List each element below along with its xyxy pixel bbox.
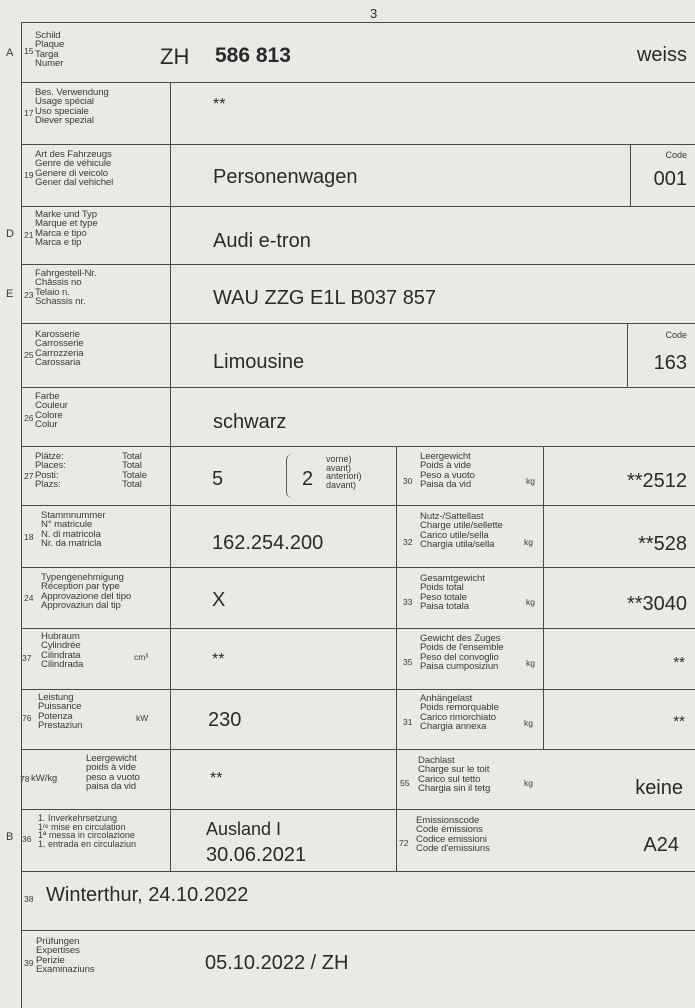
- make-type-value: Audi e-tron: [213, 230, 311, 252]
- field-number-17: 17: [24, 108, 34, 118]
- train-weight-label: Gewicht des Zuges Poids de l'ensemble Peso del convoglio Paisa cumposiziun: [420, 633, 504, 673]
- gross-weight-label: Gesamtgewicht Poids total Peso totale Paisa totala: [420, 573, 485, 613]
- row-divider: [21, 567, 695, 568]
- power-unit: kW: [136, 713, 149, 723]
- roof-load-unit: kg: [524, 778, 533, 788]
- power-label: Leistung Puissance Potenza Prestaziun: [38, 692, 83, 732]
- top-border: [21, 22, 695, 23]
- vehicle-kind-code: 001: [653, 168, 687, 190]
- side-mark-d: D: [6, 228, 14, 240]
- row-divider: [21, 206, 695, 207]
- side-mark-b: B: [6, 831, 14, 843]
- row-divider: [21, 446, 695, 447]
- chassis-label: Fahrgestell-Nr. Châssis no Telaio n. Schassis nr.: [35, 268, 97, 308]
- first-registration-date: 30.06.2021: [206, 844, 307, 866]
- chassis-value: WAU ZZG E1L B037 857: [213, 287, 437, 309]
- right-value-divider: [543, 446, 544, 749]
- left-border: [21, 22, 22, 1008]
- field-number-78: 78: [20, 774, 30, 784]
- empty-weight-unit: kg: [526, 476, 535, 486]
- field-number-23: 23: [24, 290, 34, 300]
- vehicle-kind-label: Art des Fahrzeugs Genre de véhicule Genere di veicolo Gener dal vehichel: [35, 149, 114, 189]
- front-seats-label: vorne) avant) anteriori) davant): [326, 454, 362, 490]
- gross-weight-value: **3040: [626, 593, 687, 615]
- page-number: 3: [370, 6, 378, 21]
- row-divider: [21, 809, 695, 810]
- emission-code-label: Emissionscode Code émissions Codice emissioni Code d'emissiuns: [416, 815, 490, 855]
- empty-weight-label: Leergewicht Poids à vide Peso a vuoto Paisa da vid: [420, 451, 475, 491]
- place-date-value: Winterthur, 24.10.2022: [46, 884, 249, 906]
- gross-weight-unit: kg: [526, 597, 535, 607]
- field-number-76: 76: [22, 713, 32, 723]
- row-divider: [21, 871, 695, 872]
- displacement-unit: cm³: [134, 652, 149, 662]
- plate-color: weiss: [636, 44, 687, 66]
- field-number-39: 39: [24, 958, 34, 968]
- field-number-72: 72: [399, 838, 409, 848]
- special-use-label: Bes. Verwendung Usage spécial Uso speciale Diever spezial: [35, 87, 109, 127]
- roof-load-label: Dachlast Charge sur le toit Carico sul tetto Chargia sin il tetg: [418, 755, 491, 795]
- row-divider: [21, 144, 695, 145]
- emission-code-value: A24: [643, 834, 679, 856]
- field-number-24: 24: [24, 593, 34, 603]
- towing-load-label: Anhängelast Poids remorquable Carico rimorchiato Chargia annexa: [420, 693, 499, 733]
- side-mark-e: E: [6, 288, 14, 300]
- vehicle-kind-value: Personenwagen: [213, 166, 358, 188]
- body-value: Limousine: [213, 351, 305, 373]
- field-number-35: 35: [403, 657, 413, 667]
- empty-weight-value: **2512: [626, 470, 687, 492]
- power-weight-value: **: [210, 770, 223, 787]
- color-label: Farbe Couleur Colore Colur: [35, 391, 68, 431]
- power-value: 230: [208, 709, 242, 731]
- plate-canton: ZH: [160, 44, 190, 69]
- inspections-value: 05.10.2022 / ZH: [205, 952, 349, 974]
- payload-unit: kg: [524, 537, 533, 547]
- field-number-38: 38: [24, 894, 34, 904]
- code-box-divider: [627, 323, 628, 387]
- field-number-27: 27: [24, 471, 34, 481]
- inspections-label: Prüfungen Expertises Perizie Examinaziuns: [36, 936, 95, 976]
- towing-load-value: **: [673, 713, 685, 730]
- row-divider: [21, 628, 695, 629]
- row-divider: [21, 930, 695, 931]
- roof-load-value: keine: [635, 777, 683, 799]
- displacement-value: **: [212, 651, 225, 668]
- body-code-label: Code: [665, 330, 687, 340]
- row-divider: [21, 387, 695, 388]
- make-type-label: Marke und Typ Marque et type Marca e tipo Marca e tip: [35, 209, 98, 249]
- payload-value: **528: [638, 533, 687, 555]
- row-divider: [21, 264, 695, 265]
- side-mark-a: A: [6, 47, 14, 59]
- field-number-37: 37: [22, 653, 32, 663]
- type-approval-value: X: [212, 589, 226, 611]
- train-weight-unit: kg: [526, 658, 535, 668]
- power-weight-label: Leergewicht poids à vide peso a vuoto paisa da vid: [86, 753, 140, 793]
- field-number-31: 31: [403, 717, 413, 727]
- towing-load-unit: kg: [524, 718, 533, 728]
- row-divider: [21, 82, 695, 83]
- seats-value: 5: [212, 468, 224, 490]
- field-number-36: 36: [22, 834, 32, 844]
- plate-number: 586 813: [215, 44, 291, 67]
- field-number-26: 26: [24, 413, 34, 423]
- master-number-label: Stammnummer N° matricule N. di matricola Nr. da matricla: [41, 510, 106, 550]
- seats-label: Plätze: Places: Posti: Plazs:: [35, 451, 66, 491]
- color-value: schwarz: [213, 411, 287, 433]
- body-label: Karosserie Carrosserie Carrozzeria Carossaria: [35, 329, 84, 369]
- field-number-15: 15: [24, 46, 34, 56]
- middle-column-divider: [396, 446, 397, 871]
- label-column-divider: [170, 82, 171, 871]
- seats-total-label: Total Total Totale Total: [122, 451, 147, 491]
- front-seats-bracket: [286, 454, 295, 498]
- field-number-25: 25: [24, 350, 34, 360]
- vehicle-kind-code-label: Code: [665, 150, 687, 160]
- field-number-33: 33: [403, 597, 413, 607]
- plate-label: Schild Plaque Targa Numer: [35, 30, 65, 70]
- power-weight-unit: kW/kg: [31, 773, 58, 784]
- row-divider: [21, 323, 695, 324]
- field-number-18: 18: [24, 532, 34, 542]
- displacement-label: Hubraum Cylindrée Cilindrata Cilindrada: [41, 631, 84, 671]
- field-number-30: 30: [403, 476, 413, 486]
- special-use-value: **: [213, 96, 226, 113]
- code-box-divider: [630, 144, 631, 206]
- row-divider: [21, 689, 695, 690]
- field-number-32: 32: [403, 537, 413, 547]
- master-number-value: 162.254.200: [212, 532, 324, 554]
- type-approval-label: Typengenehmigung Réception par type Approvazione del tipo Approvaziun dal tip: [41, 572, 132, 612]
- payload-label: Nutz-/Sattellast Charge utile/sellette Carico utile/sella Chargia utila/sella: [420, 511, 503, 551]
- row-divider: [21, 505, 695, 506]
- field-number-19: 19: [24, 170, 34, 180]
- field-number-21: 21: [24, 230, 34, 240]
- first-registration-origin: Ausland I: [206, 819, 282, 839]
- train-weight-value: **: [673, 654, 685, 671]
- front-seats-value: 2: [302, 468, 314, 490]
- field-number-55: 55: [400, 778, 410, 788]
- body-code: 163: [653, 352, 687, 374]
- first-registration-label: 1. Inverkehrsetzung 1ʳᵉ mise en circulation 1ª messa in circolazione 1. entrada en circulaziun: [38, 813, 137, 849]
- row-divider: [21, 749, 695, 750]
